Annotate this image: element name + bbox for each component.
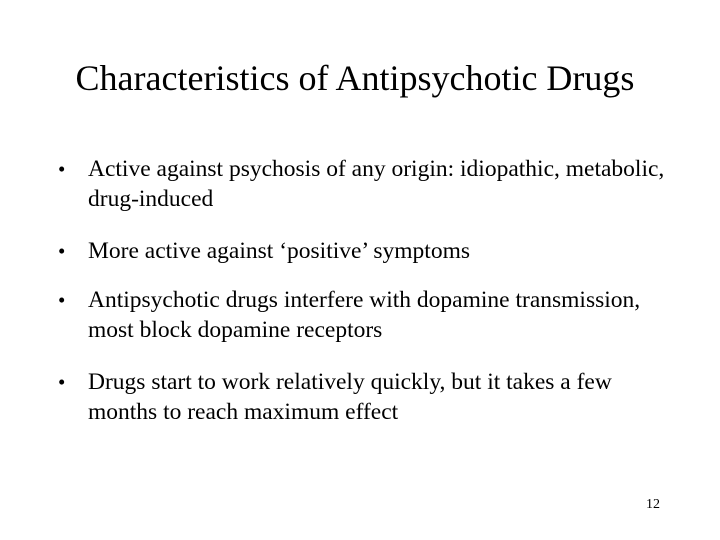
bullet-item — [56, 367, 666, 427]
bullet-icon: • — [58, 288, 66, 312]
bullet-icon: • — [58, 370, 66, 394]
bullet-item — [56, 285, 666, 345]
bullet-text: Active against psychosis of any origin: idiopathic, metabolic, drug-induced — [88, 156, 665, 212]
slide-title: Characteristics of Antipsychotic Drugs — [75, 58, 635, 98]
bullet-text: Drugs start to work relatively quickly, but it takes a few months to reach maximum effect — [88, 369, 612, 425]
page-number: 12 — [646, 497, 660, 512]
bullet-list — [56, 154, 666, 449]
bullet-icon: • — [58, 239, 66, 263]
bullet-text: Antipsychotic drugs interfere with dopamine transmission, most block dopamine receptors — [88, 287, 641, 343]
bullet-item — [56, 154, 666, 214]
bullet-icon: • — [58, 157, 66, 181]
bullet-item — [56, 236, 666, 266]
bullet-text: More active against ‘positive’ symptoms — [88, 238, 471, 264]
